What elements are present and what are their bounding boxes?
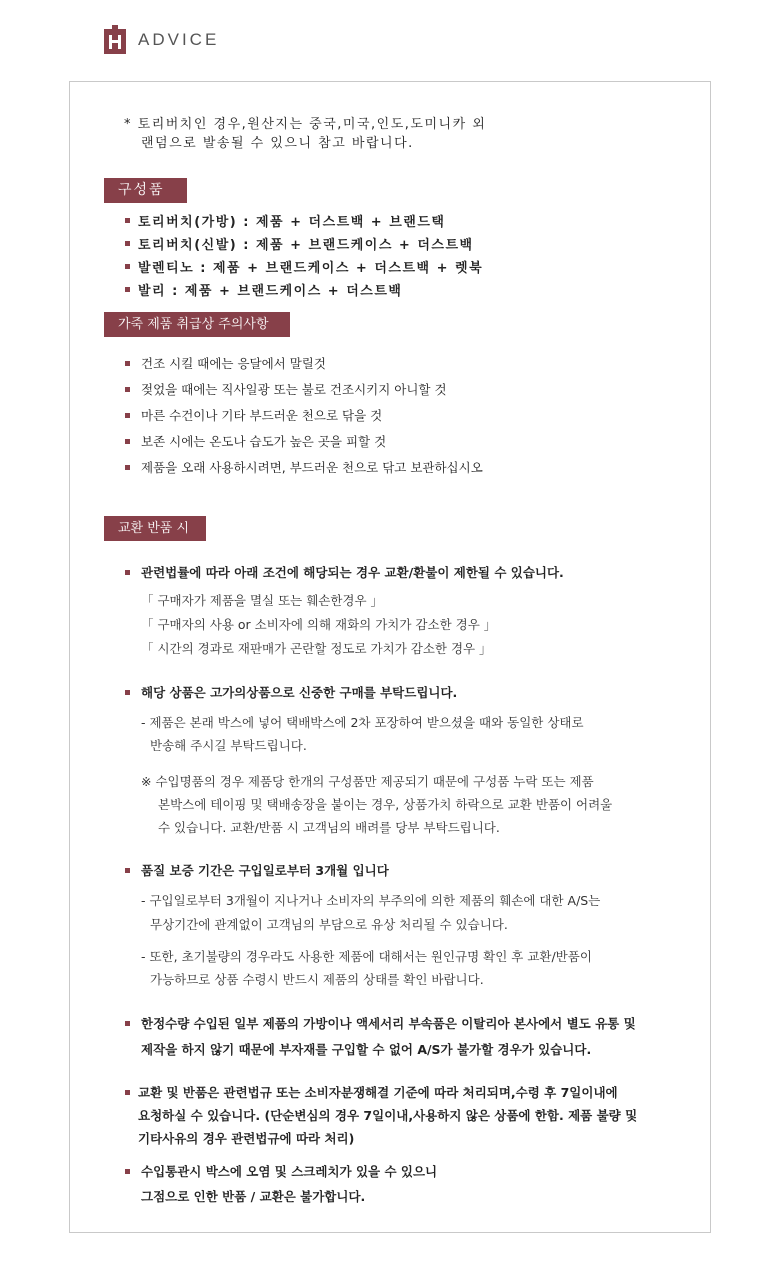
restriction-heading: 관련법률에 따라 아래 조건에 해당되는 경우 교환/환불이 제한될 수 있습니다.: [141, 565, 564, 580]
limited-import-line: 제작을 하지 않기 때문에 부자재를 구입할 수 없어 A/S가 불가할 경우가 있습니다.: [141, 1042, 592, 1057]
return-packaging-line: - 제품은 본래 박스에 넣어 택배박스에 2차 포장하여 받으셨을 때와 동일한 상태로: [141, 715, 584, 730]
exchange-policy-line: 기타사유의 경우 관련법규에 따라 처리): [138, 1131, 355, 1146]
warranty-heading: 품질 보증 기간은 구입일로부터 3개월 입니다: [141, 863, 389, 878]
bullet-icon: [125, 241, 130, 246]
return-packaging-line: 반송해 주시길 부탁드립니다.: [150, 738, 307, 753]
brand-mark-icon: [104, 25, 126, 54]
bullet-icon: [125, 1090, 130, 1095]
bullet-icon: [125, 218, 130, 223]
advice-panel: [69, 81, 711, 1233]
import-note-line: 본박스에 테이핑 및 택배송장을 붙이는 경우, 상품가치 하락으로 교환 반품이 어려울: [158, 797, 613, 812]
component-item: 발리 : 제품 + 브랜드케이스 + 더스트백: [138, 284, 403, 299]
leather-care-item: 젖었을 때에는 직사일광 또는 불로 건조시키지 아니할 것: [141, 382, 447, 397]
warranty-detail: - 구입일로부터 3개월이 지나거나 소비자의 부주의에 의한 제품의 훼손에 대한 A/S는: [141, 893, 601, 908]
bullet-icon: [125, 1169, 130, 1174]
leather-care-header: 가죽 제품 취급상 주의사항: [104, 312, 290, 337]
bullet-icon: [125, 387, 130, 392]
bullet-icon: [125, 361, 130, 366]
luxury-notice-heading: 해당 상품은 고가의상품으로 신중한 구매를 부탁드립니다.: [141, 685, 458, 700]
component-item: 발렌티노 : 제품 + 브랜드케이스 + 더스트백 + 렛북: [138, 261, 484, 276]
leather-care-item: 제품을 오래 사용하시려면, 부드러운 천으로 닦고 보관하십시오: [141, 460, 483, 475]
bullet-icon: [125, 570, 130, 575]
customs-box-line: 수입통관시 박스에 오염 및 스크레치가 있을 수 있으니: [141, 1164, 438, 1179]
origin-note-line2: 랜덤으로 발송될 수 있으니 참고 바랍니다.: [141, 136, 414, 151]
bullet-icon: [125, 439, 130, 444]
leather-care-item: 보존 시에는 온도나 습도가 높은 곳을 피할 것: [141, 434, 387, 449]
customs-box-line: 그점으로 인한 반품 / 교환은 불가합니다.: [141, 1189, 366, 1204]
exchange-policy-line: 교환 및 반품은 관련법규 또는 소비자분쟁해결 기준에 따라 처리되며,수령 후 7일이내에: [138, 1085, 618, 1100]
bullet-icon: [125, 465, 130, 470]
leather-care-item: 건조 시킬 때에는 응달에서 말릴것: [141, 356, 326, 371]
origin-note-line1: * 토리버치인 경우,원산지는 중국,미국,인도,도미니카 외: [124, 117, 487, 132]
bullet-icon: [125, 690, 130, 695]
advice-logo: [104, 25, 219, 54]
component-item: 토리버치(가방) : 제품 + 더스트백 + 브랜드택: [138, 215, 446, 230]
import-note-line: 수 있습니다. 교환/반품 시 고객님의 배려를 당부 부탁드립니다.: [158, 820, 500, 835]
component-item: 토리버치(신발) : 제품 + 브랜드케이스 + 더스트백: [138, 238, 474, 253]
exchange-policy-line: 요청하실 수 있습니다. (단순변심의 경우 7일이내,사용하지 않은 상품에 한함. 제품 불량 및: [138, 1108, 638, 1123]
logo-text: ADVICE: [138, 29, 220, 49]
leather-care-item: 마른 수건이나 기타 부드러운 천으로 닦을 것: [141, 408, 383, 423]
import-note-line: ※ 수입명품의 경우 제품당 한개의 구성품만 제공되기 때문에 구성품 누락 또는 제품: [141, 774, 594, 789]
limited-import-line: 한정수량 수입된 일부 제품의 가방이나 액세서리 부속품은 이탈리아 본사에서 별도 유통 및: [141, 1016, 636, 1031]
components-header: 구성품: [104, 178, 187, 203]
warranty-detail: 무상기간에 관계없이 고객님의 부담으로 유상 처리될 수 있습니다.: [150, 917, 508, 932]
bullet-icon: [125, 264, 130, 269]
bullet-icon: [125, 413, 130, 418]
exchange-return-header: 교환 반품 시: [104, 516, 206, 541]
restriction-case: 「 구매자의 사용 or 소비자에 의해 재화의 가치가 감소한 경우 」: [141, 617, 497, 632]
restriction-case: 「 시간의 경과로 재판매가 곤란할 정도로 가치가 감소한 경우 」: [141, 641, 492, 656]
bullet-icon: [125, 1021, 130, 1026]
restriction-case: 「 구매자가 제품을 멸실 또는 훼손한경우 」: [141, 593, 384, 608]
bullet-icon: [125, 868, 130, 873]
bullet-icon: [125, 287, 130, 292]
warranty-detail: - 또한, 초기불량의 경우라도 사용한 제품에 대해서는 원인규명 확인 후 교환/반품이: [141, 949, 592, 964]
warranty-detail: 가능하므로 상품 수령시 반드시 제품의 상태를 확인 바랍니다.: [150, 972, 484, 987]
